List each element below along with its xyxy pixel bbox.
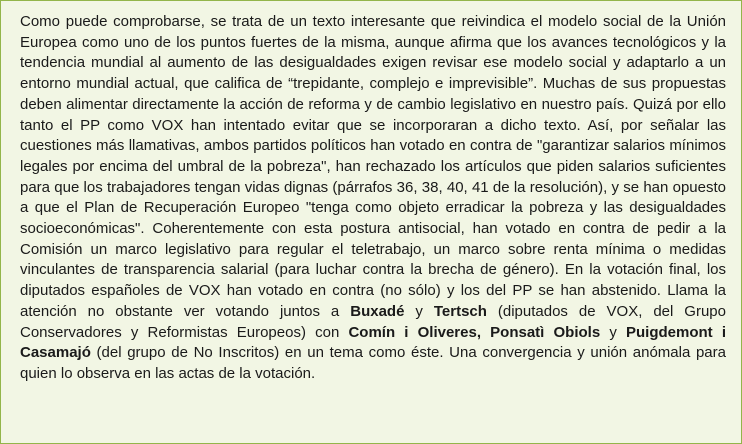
- bold-name-puigdemont: Puigdemont i Casamajó: [20, 323, 726, 362]
- text-segment: (del grupo de No Inscritos) en un tema como éste. Una convergencia y unión anómala para quien lo observa en las actas de la votación.: [20, 344, 726, 382]
- text-segment: Como puede comprobarse, se trata de un texto interesante que reivindica el modelo social de la Unión Europea como uno de los puntos fuertes de la misma, aunque afirma que los avances tecnológicos y la tendencia mundial al aumento de las desigualdades exigen revisar ese modelo social y adaptarlo a un entorno mundial actual, que califica de “trepidante, complejo e imprevisible”. Muchas de sus propuestas deben alimentar directamente la acción de reforma y de cambio legislativo en nuestro país. Quizá por ello tanto el PP como VOX han intentado evitar que se incorporaran a dicho texto. Así, por señalar las cuestiones más llamativas, ambos partidos políticos han votado en contra de "garantizar salarios mínimos legales por encima del umbral de la pobreza", han rechazado los artículos que piden salarios suficientes para que los trabajadores tengan vidas dignas (párrafos 36, 38, 40, 41 de la resolución), y se han opuesto a que el Plan de Recuperación Europeo "tenga como objeto erradicar la pobreza y las desigualdades socioeconómicas". Coherentemente con esta postura antisocial, han votado en contra de pedir a la Comisión un marco legislativo para regular el teletrabajo, un marco sobre renta mínima o medidas vinculantes de transparencia salarial (para luchar contra la brecha de género). En la votación final, los diputados españoles de VOX han votado en contra (no sólo) y los del PP se han abstenido. Llama la atención no obstante ver votando juntos a: [20, 13, 726, 320]
- body-paragraph: [20, 12, 726, 385]
- text-segment: y: [404, 302, 434, 320]
- bold-name-buxade: Buxadé: [350, 302, 405, 320]
- bold-name-comin-ponsati: Comín i Oliveres, Ponsatì Obiols: [348, 323, 601, 341]
- bold-name-tertsch: Tertsch: [433, 302, 487, 320]
- text-segment: y: [600, 323, 626, 341]
- text-segment: (diputados de VOX, del Grupo Conservadores y Reformistas Europeos) con: [20, 302, 726, 341]
